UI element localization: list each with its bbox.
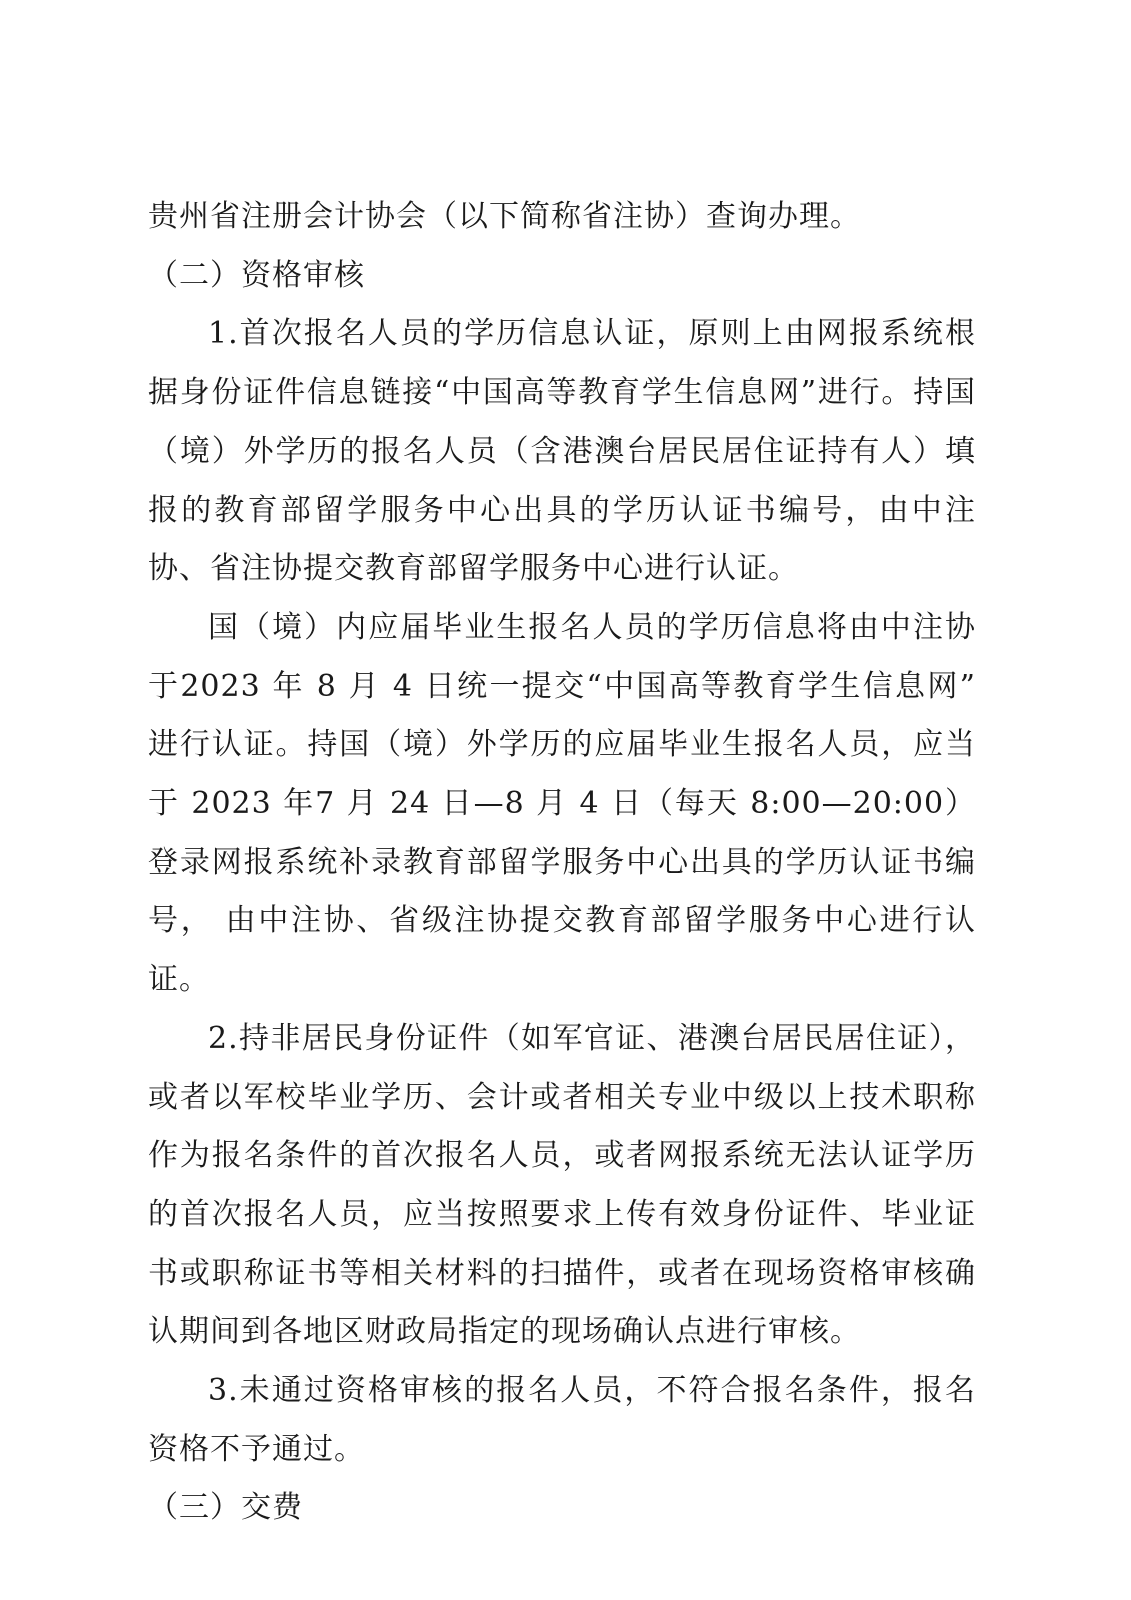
paragraph-item-2: 2.持非居民身份证件（如军官证、港澳台居民居住证），或者以军校毕业学历、会计或者相关专业中级以上技术职称作为报名条件的首次报名人员，或者网报系统无法认证学历的首次报名人员，应当按照要求上传有效身份证件、毕业证书或职称证书等相关材料的扫描件，或者在现场资格审核确认期间到各地区财政局指定的现场确认点进行审核。 [148, 1020, 976, 1350]
section-heading-payment: （三）交费 [148, 1490, 303, 1526]
paragraph-continuation: 贵州省注册会计协会（以下简称省注协）查询办理。 [148, 199, 861, 234]
document-body [148, 188, 976, 1538]
paragraph-graduates: 国（境）内应届毕业生报名人员的学历信息将由中注协于2023 年 8 月 4 日统一提交“中国高等教育学生信息网” 进行认证。持国（境）外学历的应届毕业生报名人员，应当于 2023 年7 月 24 日—8 月 4 日（每天 8:00—20:00）登录网报系统补录教育部留学服务中心出具的学历认证书编号， 由中注协、省级注协提交教育部留学服务中心进行认证。 [148, 609, 976, 998]
paragraph-item-1: 1.首次报名人员的学历信息认证，原则上由网报系统根据身份证件信息链接“中国高等教育学生信息网”进行。持国（境）外学历的报名人员（含港澳台居民居住证持有人）填报的教育部留学服务中心出具的学历认证书编号，由中注协、省注协提交教育部留学服务中心进行认证。 [148, 316, 976, 587]
paragraph-item-3: 3.未通过资格审核的报名人员，不符合报名条件，报名资格不予通过。 [148, 1373, 976, 1467]
section-heading-qualification-review: （二）资格审核 [148, 257, 365, 293]
